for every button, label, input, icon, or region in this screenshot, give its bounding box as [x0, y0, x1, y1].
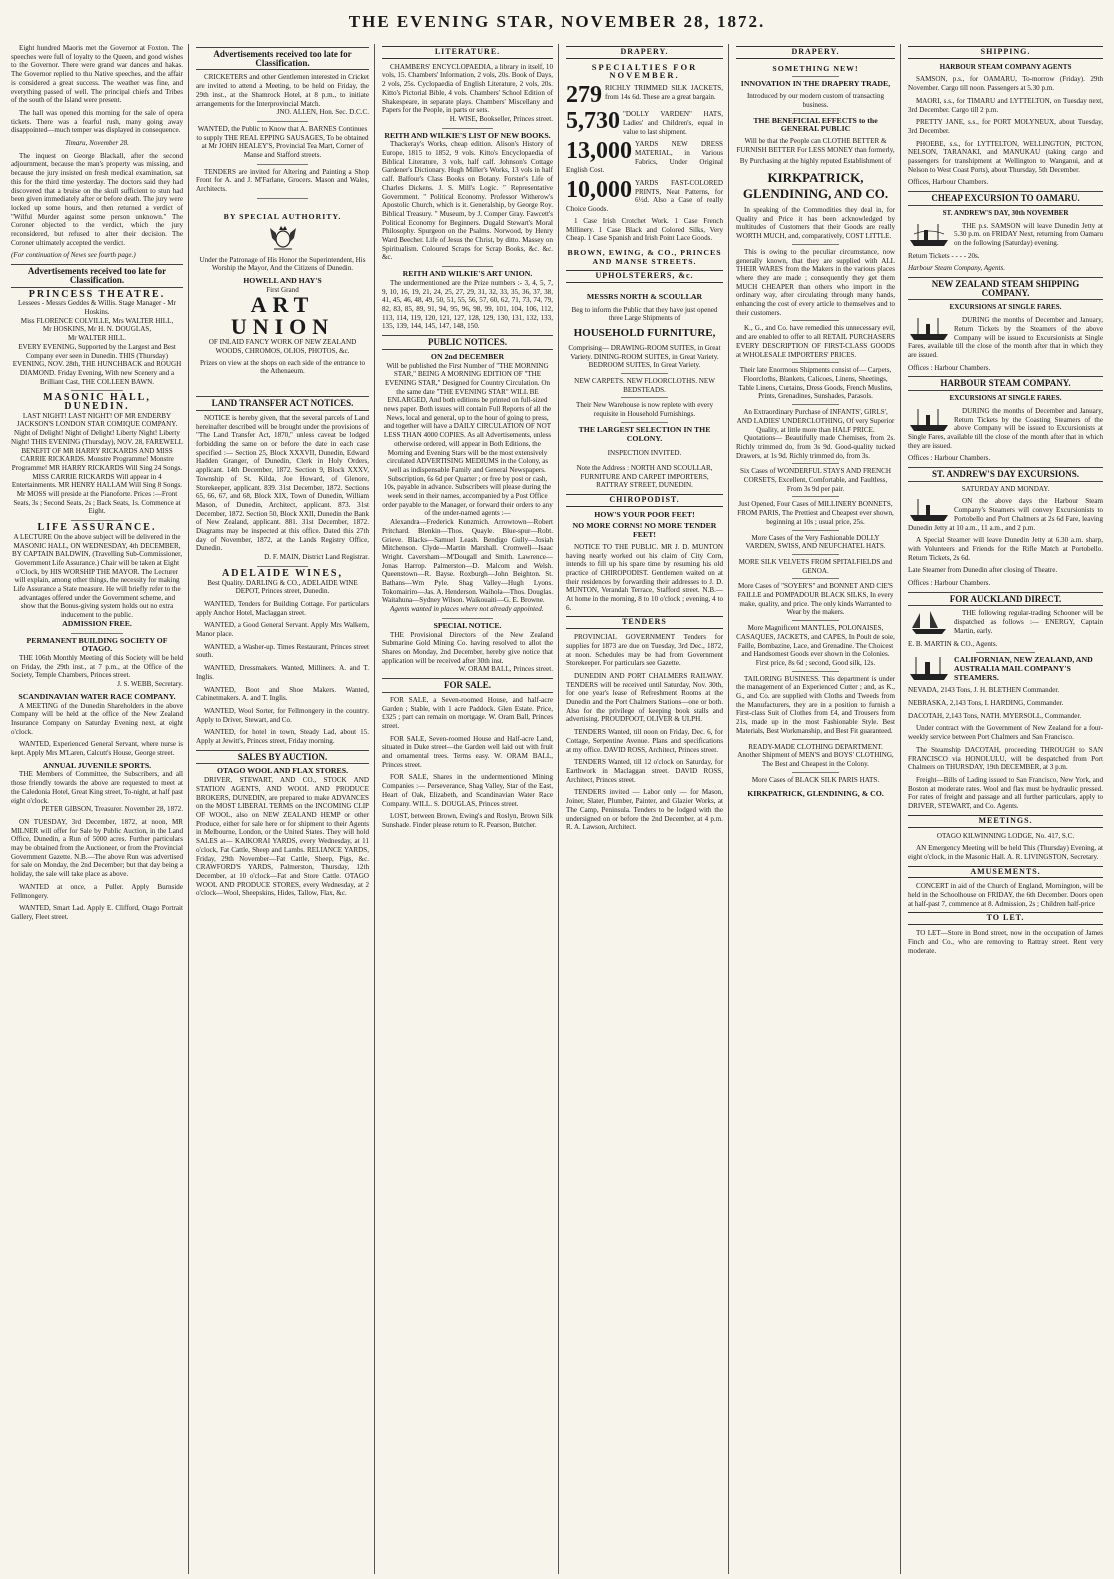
section-header: Advertisements received too late for Classification.	[196, 47, 369, 70]
ad-concert: CONCERT in aid of the Church of England, Mornington, will be held in the Schoolhouse on FRIDAY, the 6th December. Doors open at half-past 7, commence at 8. Admission, 2s ; Children half-price	[908, 882, 1103, 908]
ad-lost: LOST, between Brown, Ewing's and Roslyn, Brown Silk Sunshade. Finder please return to R. Pearson, Butcher.	[382, 812, 553, 829]
column-header: TENDERS	[566, 616, 723, 629]
ad-art-union: Under the Patronage of His Honor the Superintendent, His Worship the Mayor, And the Citizens of Dunedin. HOWELL AND HAY'S First Grand ART UNION OF INLAID FANCY WORK OF NEW ZEALAND WOODS, CHROMOS, OLIOS, PHOTOS, &c. Prizes on view at the shops on each side of the entrance to the Athenaeum.	[199, 255, 366, 376]
ad-tender: TENDERS Wanted, till noon on Friday, Dec. 6, for Cottage, Serpentine Avenue. Plans and specifications at my office. DAVID ROSS, Architect, Princes street.	[566, 728, 723, 754]
section-header: FOR SALE.	[382, 678, 553, 693]
steamship-icon	[908, 407, 950, 433]
news-item: Eight hundred Maoris met the Governor at Foxton. The speeches were full of loyalty to the Queen, and good wishes to the Governor. There were grand war dances and hakas. The Governor replied to thu Native speeches, and the affair is considered a great success. The weather was fine, and everything passed of well. The principal chiefs and Tribes of the south of the Island were present.	[11, 44, 183, 105]
royal-crest-icon	[266, 224, 300, 252]
ad-contract: Under contract with the Government of New Zealand for a four-weekly service between Port Chalmers and San Francisco.	[908, 724, 1103, 742]
ad-adelaide-wines: ADELAIDE WINES, Best Quality. DARLING & CO., ADELAIDE WINE DEPOT, Princes street, Dunedin.	[207, 567, 358, 596]
ad-for-sale: FOR SALE, Seven-roomed House and Half-acre Land, situated in Duke street—the Garden well laid out with fruit and ornamental trees. Terms easy. W. ORAM BALL, Princes street.	[382, 734, 553, 769]
ad-north-scoullar: MESSRS NORTH & SCOULLAR Beg to inform the Public that they have just opened three Large Shipments of HOUSEHOLD FURNITURE, Comprising— DRAWING-ROOM SUITES, in Great Variety. DINING-ROOM SUITES, in Great Variety. BEDROOM SUITES, In Great Variety. NEW CARPETS. NEW FLOORCLOTHS. NEW BEDSTEADS. Their New Warehouse is now replete with every requisite in Household Furnishings. THE LARGEST SELECTION IN THE COLONY. INSPECTION INVITED. Note the Address : NORTH AND SCOULLAR, FURNITURE AND CARPET IMPORTERS, RATTRAY STREET, DUNEDIN.	[568, 292, 721, 490]
ad-juvenile-sports: ANNUAL JUVENILE SPORTS. THE Members of Committee, the Subscribers, and all those friendly towards the above are requested to meet at the Caledonia Hotel, Great King street, To-night, at half past eight o'clock. PETER GIBSON, Treasurer. November 28, 1872.	[11, 760, 183, 814]
column-header: LITERATURE.	[382, 46, 553, 59]
column-4	[561, 44, 729, 1574]
steamship-icon	[908, 222, 950, 248]
news-item: The inquest on George Blackall, after the second adjournment, because the man's property was missing, and because the jury insisted on fresh medical examination, sat this for the third time yesterday. The doctors said they had discovered that a bruise on the skull sufficient to stun had been given immediately after or before death. The jury were locked up some hours, and then returned a verdict of "Wilful Murder against some person unknown." The Coroner objected to the verdict, which the jury reconsidered, but refused to alter their decision. The Coroner ultimately accepted the verdict.	[11, 151, 183, 247]
section-header: LAND TRANSFER ACT NOTICES.	[196, 396, 369, 411]
ad-offices: Offices : Harbour Chambers.	[908, 363, 991, 372]
ad-sailing: PRETTY JANE, s.s., for PORT MOLYNEUX, about Tuesday, 3rd December.	[908, 118, 1103, 135]
ad-offices: Offices, Harbour Chambers.	[908, 178, 989, 187]
ad-wanted: WANTED, a Good General Servant. Apply Mrs Walkem, Manor place.	[196, 621, 369, 639]
ad-specialties: SPECIALTIES FOR NOVEMBER. 279 RICHLY TRIMMED SILK JACKETS, from 14s 6d. These are a great bargain. 5,730 "DOLLY VARDEN" HATS, Ladies' and Children's, equal in value to last shipment. 13,000 YARDS NEW DRESS MATERIAL, in Various Fabrics, Under Original English Cost. 10,000 YARDS FAST-COLORED PRINTS, Neat Patterns, for 6½d. Also a Case of really Choice Goods. 1 Case Irish Crotchet Work. 1 Case French Millinery. 1 Case Black and Colored Silks, Very Cheap. 1 Case Spanish and Irish Point Lace Goods. BROWN, EWING, & CO., PRINCES AND MANSE STREETS.	[566, 61, 723, 266]
ad-offices: Offices : Harbour Chambers.	[908, 454, 991, 463]
ad-barnes: WANTED, the Public to Know that A. BARNES Continues to supply THE REAL EPPING SAUSAGES, To be obtained at Mr JOHN HEALEY'S, Provincial Tea Mart, Corner of Manse and Stafford streets.	[196, 124, 369, 160]
ad-agents: Harbour Steam Company, Agents.	[908, 264, 1006, 273]
news-item: The hall was opened this morning for the sale of opera tickets. There was a fearful rush, many going away disappointed—much temper was displayed in consequence.	[11, 108, 183, 135]
ad-wool-stores: OTAGO WOOL AND FLAX STORES. DRIVER, STEWART, AND CO., STOCK AND STATION AGENTS, AND WOOL AND PRODUCE BROKERS, DUNEDIN, are prepared to make ADVANCES on the MOST LIBERAL TERMS on the INCOMING CLIP OF WOOL, also on NEW ZEALAND HEMP or other Produce, either for sale here or for shipment to their Agents in Melbourne, London, or the United States. They will hold SALES at— KAIKORAI YARDS, every Wednesday, at 11 o'clock, Fat Cattle, Sheep and Lambs. RELIANCE YARDS, Friday, 29th November—Fat Cattle, Sheep, Pigs, &c. CRAWFORD'S YARDS, Palmerston, Thursday, 12th December, at 10 o'clock—Fat and Store Cattle. OTAGO WOOL AND PRODUCE STORES, every Wednesday, at 2 o'clock—Wool, Sheepskins, Hides, Tallow, Flax, &c.	[196, 766, 369, 898]
ad-samson-trip: THE p.s. SAMSON will leave Dunedin Jetty at 5.30 p.m. on FRIDAY Next, returning from Oamaru on the following (Saturday) evening.	[908, 222, 1103, 248]
ad-wanted-puller: WANTED at once, a Puller. Apply Burnside Fellmongery.	[11, 882, 183, 900]
ad-excursion: DURING the months of December and January, Return Tickets by the Steamers of the above Company will be issued to Excursionists at Single Fares, available till the close of the month after that in which they are issued.	[908, 316, 1103, 359]
ad-mail-company: CALIFORNIAN, NEW ZEALAND, AND AUSTRALIA MAIL COMPANY'S STEAMERS.	[908, 656, 1103, 682]
ad-wanted: WANTED, a Washer-up. Times Restaurant, Princes street south.	[196, 642, 369, 660]
ad-encyclopaedia: CHAMBERS' ENCYCLOPAEDIA, a library in itself, 10 vols, 15. Chambers' Information, 2 vols, 20s. Book of Days, 2 vols, 25s. Cyclopaedia of English Literature, 2 vols, 20s. Kitto's Pictorial Bible, 4 vols. Chambers' School Edition of Shakespeare, in separate plays. Chambers' Miscellany and Papers for the People, in parts or sets. H. WISE, Bookseller, Princes street.	[382, 62, 553, 123]
ad-cricketers: CRICKETERS and other Gentlemen interested in Cricket are invited to attend a Meeting, to be held on Friday, the 29th inst., at the Shamrock Hotel, at 8 p.m., to initiate arrangements for the Interprovincial Match. JNO. ALLEN, Hon. Sec. D.C.C.	[196, 73, 369, 117]
dateline: Timaru, November 28.	[65, 139, 129, 148]
ad-heading: HARBOUR STEAM COMPANY AGENTS	[939, 62, 1072, 71]
ad-wanted-servant: WANTED, Experienced General Servant, where nurse is kept. Apply Mrs M'Laren, Calcutt's House, George street.	[11, 740, 183, 758]
ad-chiropodist: HOW'S YOUR POOR FEET! NO MORE CORNS! NO MORE TENDER FEET! NOTICE TO THE PUBLIC. MR J. D. MUNTON having nearly worked out his claim of City Corn, intends to fill up his spare time by resuming his old practice of CHIROPODIST. Gentlemen waited on at their residences by forwarding their addresses to J. D. MUNTON, Verandah Terrace, Stafford street. N.B.—At home in the morning, 8 to 10 o'clock ; evening, 4 to 6.	[566, 509, 723, 612]
steamship-icon	[908, 656, 950, 682]
ad-life-assurance: LIFE ASSURANCE. A LECTURE On the above subject will be delivered in the MASONIC HALL, ON WEDNESDAY, 4th DECEMBER, BY CAPTAIN BALDWIN, (Travelling Sub-Commissioner, Government Life Assurance.) Chair will be taken at Eight o'Clock, by HIS WORSHIP THE MAYOR. The Lecturer will explain, among other things, the necessity for making Life Assurance a State measure. He will briefly refer to the advantages offered under the Government scheme, and show that the Bonus-giving system holds out no extra inducement to the public. ADMISSION FREE.	[11, 522, 183, 628]
steamship-icon	[908, 497, 950, 523]
ad-heading: SATURDAY AND MONDAY.	[961, 484, 1050, 493]
ad-wanted: WANTED, Boot and Shoe Makers. Wanted, Cabinetmakers. A. and T. Inglis.	[196, 685, 369, 703]
ad-wanted: WANTED, Dressmakers. Wanted, Milliners. A. and T. Inglis.	[196, 664, 369, 681]
column-header: CHIROPODIST.	[566, 494, 723, 507]
column-6	[903, 44, 1108, 1574]
ad-tender: TENDERS invited — Labor only — for Mason, Joiner, Slater, Plumber, Painter, and Glazier Works, at The Camp, Peninsula. Tenders to be lodged with the undersigned on or before the 2nd December, at 4 p.m. R. A. Lawson, Architect.	[566, 788, 723, 832]
ad-agents: E. B. MARTIN & CO., Agents.	[908, 639, 998, 648]
ad-heading: FOR AUCKLAND DIRECT.	[908, 592, 1103, 607]
ad-nebraska: NEBRASKA, 2,143 Tons, I. HARDING, Commander.	[908, 699, 1064, 708]
column-header: AMUSEMENTS.	[908, 866, 1103, 879]
ad-dacotah-trip: The Steamship DACOTAH, proceeding THROUGH to SAN FRANCISCO via HONOLULU, will be despatched from Port Chalmers on THURSDAY, 19th DECEMBER, at 3 p.m.	[908, 745, 1103, 772]
ad-return-tickets: Return Tickets - - - - 20s.	[908, 251, 980, 260]
ad-kilwinning: OTAGO KILWINNING LODGE, No. 417, S.C.	[936, 831, 1075, 840]
column-header: DRAPERY.	[736, 46, 895, 59]
ad-tender: PROVINCIAL GOVERNMENT Tenders for supplies for 1873 are due on Tuesday, 3rd Dec., 1872, at noon. Schedules may be had from Government Storekeeper. For particulars see Gazette.	[566, 633, 723, 668]
ad-tender: DUNEDIN AND PORT CHALMERS RAILWAY. TENDERS will be received until Saturday, Nov. 30th, for one year's lease of Refreshment Rooms at the Dunedin and the Port Chalmers Stations—one or both. Also for the privilege of keeping book stalls and advertising. PROUDFOOT, OLIVER & ULPH.	[566, 671, 723, 724]
ad-excursion: DURING the months of December and January, Return Tickets by the Coasting Steamers of the above Company will be issued to Excursionists at Single Fares, available till the close of the month after that in which they are issued.	[908, 406, 1103, 450]
ad-excursion: ON the above days the Harbour Steam Company's Steamers will convey Excursionists to Portobello and Port Chalmers at 2s 6d Fare, leaving Dunedin Jetty at 10 a.m., 11 a.m., and 2 p.m.	[908, 497, 1103, 532]
column-header: MEETINGS.	[908, 815, 1103, 828]
column-header: UPHOLSTERERS, &c.	[566, 270, 723, 283]
ad-heading: EXCURSIONS AT SINGLE FARES.	[949, 394, 1062, 403]
ad-scandinavian: SCANDINAVIAN WATER RACE COMPANY. A MEETING of the Dunedin Shareholders in the above Company will be held at the office of the New Zealand Insurance Company on Saturday Evening next, at eight o'clock.	[11, 691, 183, 736]
ad-sailing: MAORI, s.s., for TIMARU and LYTTELTON, on Tuesday next, 3rd December. Cargo till 2 p.m.	[908, 96, 1103, 114]
special-authority: BY SPECIAL AUTHORITY.	[196, 213, 369, 252]
column-header: SHIPPING.	[908, 46, 1103, 59]
ad-kirkpatrick: SOMETHING NEW! INNOVATION IN THE DRAPERY TRADE, Introduced by our modern custom of transacting business. THE BENEFICIAL EFFECTS to the GENERAL PUBLIC Will be that the People can CLOTHE BETTER & FURNISH BETTER For LESS MONEY than formerly, By Purchasing at the highly reputed Establishment of KIRKPATRICK, GLENDINING, AND CO. In speaking of the Commodities they deal in, for Quality and Price it has been acknowledged by multitudes of Customers that their Goods are really WORTH MUCH, and, comparatively, COST LITTLE. This is owing to the peculiar circumstance, now generally known, that they are supplied with ALL THEIR WARES from the Makers in the various places where they are made ; consequently they get them MUCH CHEAPER than others who import in the ordinary way, after circulating through many hands, enhancing the cost of every article to themselves and to their customers. K., G., and Co. have remedied this unnecessary evil, and are enabled to offer to all RETAIL PURCHASERS EVERY DESCRIPTION OF FIRST-CLASS GOODS at WHOLESALE IMPORTERS' PRICES. Their late Enormous Shipments consist of— Carpets, Floorcloths, Blankets, Calicoes, Linens, Sheetings, Table Linens, Curtains, Dress Goods, French Muslins, Prints, Grenadines, Sunshades, Parasols. An Extraordinary Purchase of INFANTS', GIRLS', AND LADIES' UNDERCLOTHING, Of very Superior Quality, at little more than HALF PRICE. Quotations— Beautifully made Chemises, from 2s. Richly trimmed do, from 3s 9d. Good-quality tucked Drawers, at 1s 9d. Richly trimmed do, from 3s. Six Cases of WONDERFUL STAYS AND FRENCH CORSETS, Excellent, Comfortable, and Faultless, From 3s 9d per pair. Just Opened, Four Cases of MILLINERY BONNETS, FROM PARIS, The Prettiest and Cheapest ever shown, beginning at 10s ; usual price, 25s. More Cases of the Very Fashionable DOLLY VARDEN, SWISS, AND NEUFCHATEL HATS. MORE SILK VELVETS FROM SPITALFIELDS and GENOA. More Cases of "SOYER'S" and BONNET AND CIE'S FAILLE and POMPADOUR BLACK SILKS, In every make, quality, and price. The only kinds Warranted to Wear by the makers. More Magnificent MANTLES, POLONAISES, CASAQUES, JACKETS, and CAPES, In Poult de soie, Faille, Bombazine, Lace, and Grenadine. The Choicest and Handsomest Goods ever shown in the Colonies. First price, 8s 6d ; second, Good silk, 12s. TAILORING BUSINESS. This department is under the management of an Experienced Cutter ; and, as K., G., and Co. are supplied with Cloths and Tweeds from the Manufacturers, they are in a position to furnish a First-class Suit of Clothes from £4, and Trousers from 21s, made up in the most Fashionable Style. Best Materials, Best Workmanship, and Best Fit guaranteed. READY-MADE CLOTHING DEPARTMENT. Another Shipment of MEN'S and BOYS' CLOTHING, The Best and Cheapest in the Colony. More Cases of BLACK SILK PARIS HATS. KIRKPATRICK, GLENDINING, & CO.	[736, 63, 895, 799]
section-header: SALES BY AUCTION.	[196, 750, 369, 765]
ad-offices: Offices : Harbour Chambers.	[908, 579, 991, 588]
ad-morning-star: ON 2nd DECEMBER Will be published the First Number of "THE MORNING STAR," BEING A MORNING EDITION OF "THE EVENING STAR," Designed for Country Circulation. On the same date "THE EVENING STAR" WILL BE ENLARGED, And both editions be printed on full-sized news paper. Both issues will contain Full Reports of all the News, local and general, up to the hour of going to press, and together will have a DAILY CIRCULATION OF NOT LESS THAN 4000 COPIES. As all Advertisements, unless otherwise ordered, will appear in Both Editions, the Morning and Evening Stars will be the most extensively circulated ADVERTISING MEDIUMS in the Colony, as well as indispensable Family and General Newspapers. Subscription, 6s 6d per Quarter ; or free by post or cash, 10s, payable in advance. Subscribers will please during the week send in their names, accompanied by a Post Office order payable to the Manager, or forward their orders to any of the under-named agents :— Alexandra—Frederick Kunzmich. Arrowtown—Robert Pritchard. Blenkin—Thos. Quayle. Blue-spur—Robt. Grieve. Blacks—Samuel Leash. Bendigo Gully—Josiah Mitchenson. Clyde—Martin Marshall. Cromwell—Isaac Wright. Caversham—M'Dougall and Smith. Lawrence—Jonas Harrop. Palmerston—D. Malcom and Welsh. Queenstown—R. Bayse. Roxburgh—John Beighton. St. Bathans—Wm Pyle. Shag Valley—Hugh Lyons. Tokomairiro—Jas. A. Henderson. Waihola—Thos. Douglas. Waitahuna—Sydney Wilson. Waikouaiti—G. E. Browne. Agents wanted in places where not already appointed.	[382, 351, 553, 614]
column-5	[731, 44, 901, 1574]
masthead	[0, 0, 1114, 44]
continuation-note: (For continuation of News see fourth page.)	[11, 251, 136, 260]
column-2	[191, 44, 375, 1574]
ad-late-steamer: Late Steamer from Dunedin after closing of Theatre.	[908, 566, 1058, 575]
ad-sailing: SAMSON, p.s., for OAMARU, To-morrow (Friday). 29th November. Cargo till noon. Passengers at 5.30 p.m.	[908, 75, 1103, 93]
column-header: TO LET.	[908, 912, 1103, 925]
column-1	[6, 44, 189, 1574]
ad-dacotah: DACOTAH, 2,143 Tons, NATH. MYERSOLL, Commander.	[908, 711, 1082, 720]
column-3	[377, 44, 559, 1574]
ad-milner-sale: ON TUESDAY, 3rd December, 1872, at noon, MR MILNER will offer for Sale by Public Auction, in the Land Office, Dunedin, a Run of 5000 acres. Further particulars may be obtained from the Auctioneer, or from the Provincial Government Gazette. N.B.—The above Run was advertised for sale on Monday, the 2nd December; but that day being a holiday, the sale will take place as above.	[11, 817, 183, 879]
ad-energy: THE following regular-trading Schooner will be dispatched as follows :— ENERGY, Captain Martin, early.	[908, 609, 1103, 635]
ad-heading: CHEAP EXCURSION TO OAMARU.	[908, 191, 1103, 206]
ad-special-steamer: A Special Steamer will leave Dunedin Jetty at 6.30 a.m. sharp, with Volunteers and Friends for the Rifle Match at Portobello. Return Tickets, 2s 6d.	[908, 536, 1103, 562]
section-header: Advertisements received too late for Classification.	[11, 264, 183, 287]
ad-tenders-shop: TENDERS are invited for Altering and Painting a Shop Front for A. and J. M'Farlane, Grocers. Mason and Wales, Architects.	[196, 167, 369, 194]
steamship-icon	[908, 316, 950, 342]
ad-heading: EXCURSIONS AT SINGLE FARES.	[949, 303, 1062, 312]
ad-special-notice: SPECIAL NOTICE. THE Provisional Directors of the New Zealand Submarine Gold Mining Co. having resolved to allot the Shares on Monday, 2nd December, hereby give notice that application will be received after 30th inst. W. ORAM BALL, Princes street.	[382, 620, 553, 674]
ad-princess-theatre: PRINCESS THEATRE. Lessees - Messrs Geddes & Willis. Stage Manager - Mr Hoskins. Miss FLORENCE COLVILLE, Mrs WALTER HILL, Mr HOSKINS, Mr H. N. DOUGLAS, Mr WALTER HILL. EVERY EVENING, Supported by the Largest and Best Company ever seen in Dunedin. THIS (Thursday) EVENING, NOV. 28th, THE HUNCHBACK and ROUGH DIAMOND. Friday Evening, With new Scenery and a Brilliant Cast, THE COLLEEN BAWN.	[12, 288, 182, 386]
ad-wanted: WANTED, for hotel in town, Steady Lad, about 15. Apply at Jewitt's, Princes street, Friday morning.	[196, 728, 369, 746]
ad-heading: ST. ANDREW'S DAY EXCURSIONS.	[908, 467, 1103, 482]
ad-sailing: PHOEBE, s.s., for LYTTELTON, WELLINGTON, PICTON, NELSON, TARANAKI, and MANUKAU (taking cargo and passengers for transhipment at Wellington to Wanganui, and at Nelson to West Coast Ports), about Thursday, 5th December.	[908, 139, 1103, 174]
ad-wanted: WANTED, Tenders for Building Cottage. For particulars apply Anchor Hotel, Maclaggan street.	[196, 599, 369, 617]
ad-for-sale: FOR SALE, Shares in the undermentioned Mining Companies :— Perseverance, Shag Valley, Star of the East, Heart of Oak, Elizabeth, and Scandinavian Water Race Company. WILL. S. DOUGLAS, Princes street.	[382, 773, 553, 808]
section-header: PUBLIC NOTICES.	[382, 335, 553, 350]
ad-heading: ST. ANDREW'S DAY, 30th NOVEMBER	[942, 208, 1069, 217]
ad-building-society: PERMANENT BUILDING SOCIETY OF OTAGO. THE 106th Monthly Meeting of this Society will be held on Friday, the 29th inst., at 7 p.m., at the Office of the Society, Temple Chambers, Princes street. J. S. WEBB, Secretary.	[11, 635, 183, 689]
ad-land-transfer: NOTICE is hereby given, that the several parcels of Land hereinafter described will be brought under the provisions of "The Land Transfer Act, 1870," unless caveat be lodged forbidding the same on or before the date in each case specified :— Section 25, Block XXXVII, Dunedin, Edward Hadden Granger, of Dunedin, Clerk in Holy Orders, applicant. 14th December, 1872. Section 9, Block XXXV, Township of St. Kilda, Joe Howard, of Glenore, Storekeeper, applicant. 839. 31st December, 1872. Sections 65, 66, 67, and 68, Block XIX, Town of Dunedin, William Mason, of Dunedin, Architect, applicant. 873. 31st December, 1872. Section 50, Block XXII, Dunedin the Bank of New Zealand, applicant. 881. 31st December, 1872. Diagrams may be inspected at this office. Dated this 27th day of November, 1872, at the Lands Registry Office, Dunedin. D. F. MAIN, District Land Registrar.	[196, 413, 369, 562]
ad-tender: TENDERS Wanted, till 12 o'clock on Saturday, for Earthwork in Maclaggan street. DAVID ROSS, Architect, Princes street.	[566, 758, 723, 784]
ad-for-sale: FOR SALE, a Seven-roomed House, and half-acre Garden ; Stable, with 1 acre Paddock. Glen Estate. Price, £325 ; part can remain on mortgage. W. Oram Ball, Princes street.	[382, 695, 553, 730]
ad-wanted-lad: WANTED, Smart Lad. Apply E. Clifford, Otago Portrait Gallery, Fleet street.	[11, 904, 183, 921]
ad-heading: NEW ZEALAND STEAM SHIPPING COMPANY.	[908, 277, 1103, 300]
column-header: DRAPERY.	[566, 46, 723, 59]
newspaper-title: THE EVENING STAR, NOVEMBER 28, 1872.	[348, 12, 766, 31]
ad-nevada: NEVADA, 2143 Tons, J. H. BLETHEN Commander.	[908, 686, 1060, 695]
sailing-ship-icon	[908, 609, 950, 635]
ad-emergency: AN Emergency Meeting will be held This (Thursday) Evening, at eight o'clock, in the Masonic Hall. A. R. LIVINGSTON, Secretary.	[908, 844, 1103, 861]
ad-freight: Freight—Bills of Lading issued to San Francisco, New York, and Boston at moderate rates. Wool and flax must be hydraulic pressed. For rates of freight and passage and all further particulars, apply to DRIVER, STEWART, and Co. Agents.	[908, 776, 1103, 811]
ad-reith-art-union: REITH AND WILKIE'S ART UNION. The undermentioned are the Prize numbers :- 3, 4, 5, 7, 9, 10, 16, 19, 21, 24, 25, 27, 29, 31, 32, 33, 35, 36, 37, 38, 41, 45, 46, 48, 49, 50, 51, 55, 56, 57, 60, 62, 71, 73, 74, 79, 82, 83, 85, 89, 91, 94, 95, 96, 98, 99, 101, 104, 106, 112, 113, 114, 119, 120, 121, 127, 128, 129, 130, 131, 132, 133, 135, 139, 144, 145, 147, 148, 150.	[382, 269, 553, 331]
ad-masonic-hall: MASONIC HALL, DUNEDIN. LAST NIGHT! LAST NIGHT! OF MR ENDERBY JACKSON'S LONDON STAR COMIQUE COMPANY. Night of Delight! Night of Delight! Liberty Night! Liberty Night! THIS EVENING (Thursday), NOV. 28, FAREWELL BENEFIT OF MR HARRY RICKARDS AND MISS CARRIE RICKARDS. Monstre Programme! Monstre Programme! MR HARRY RICKARDS Will Sing 24 Songs. MISS CARRIE RICKARDS Will appear in 4 Entertainments. MR HENRY HALLAM Will Sing 8 Songs. Mr MOSS will preside at the Pianoforte. Prices :—Front Seats, 3s ; Second Seats, 2s ; Back Seats, 1s. Commence at Eight.	[11, 392, 184, 516]
ad-heading: HARBOUR STEAM COMPANY.	[908, 376, 1103, 391]
ad-wanted: WANTED, Wool Sorter, for Fellmongery in the country. Apply to Driver, Stewart, and Co.	[196, 706, 369, 724]
ad-to-let: TO LET—Store in Bond street, now in the occupation of James Finch and Co., who are removing to Rattray street. Rent very moderate.	[908, 929, 1103, 955]
ad-reith-books: REITH AND WILKIE'S LIST OF NEW BOOKS. Thackeray's Works, cheap edition. Alison's History of Europe, 1815 to 1852, 9 vols. Kitto's Encyclopaedia of Biblical Literature, 3 vols, half calf. Johnson's Cottage Gardener's Dictionary. Hugh Miller's Works, 13 vols in half calf. Balfour's Class Books on Botany. Forster's Life of Charles Dickens. J. S. Mill's Logic. " Representative Government. " Political Economy. Professor Witherow's Apostolic Church, which is it. Generalship, by George Roy. Biblical Treasury. " Museum, by J. Comper Gray. Fawcett's Political Economy for Beginners. Dugald Stewart's Moral Philosophy. Spurgeon on the Psalms. Norwood, by Henry Ward Beecher. Life of Jesus the Christ, by ditto. Massey on Spiritualism. Coloured Scraps for Scrap Books, &c. &c. &c.	[382, 130, 553, 262]
